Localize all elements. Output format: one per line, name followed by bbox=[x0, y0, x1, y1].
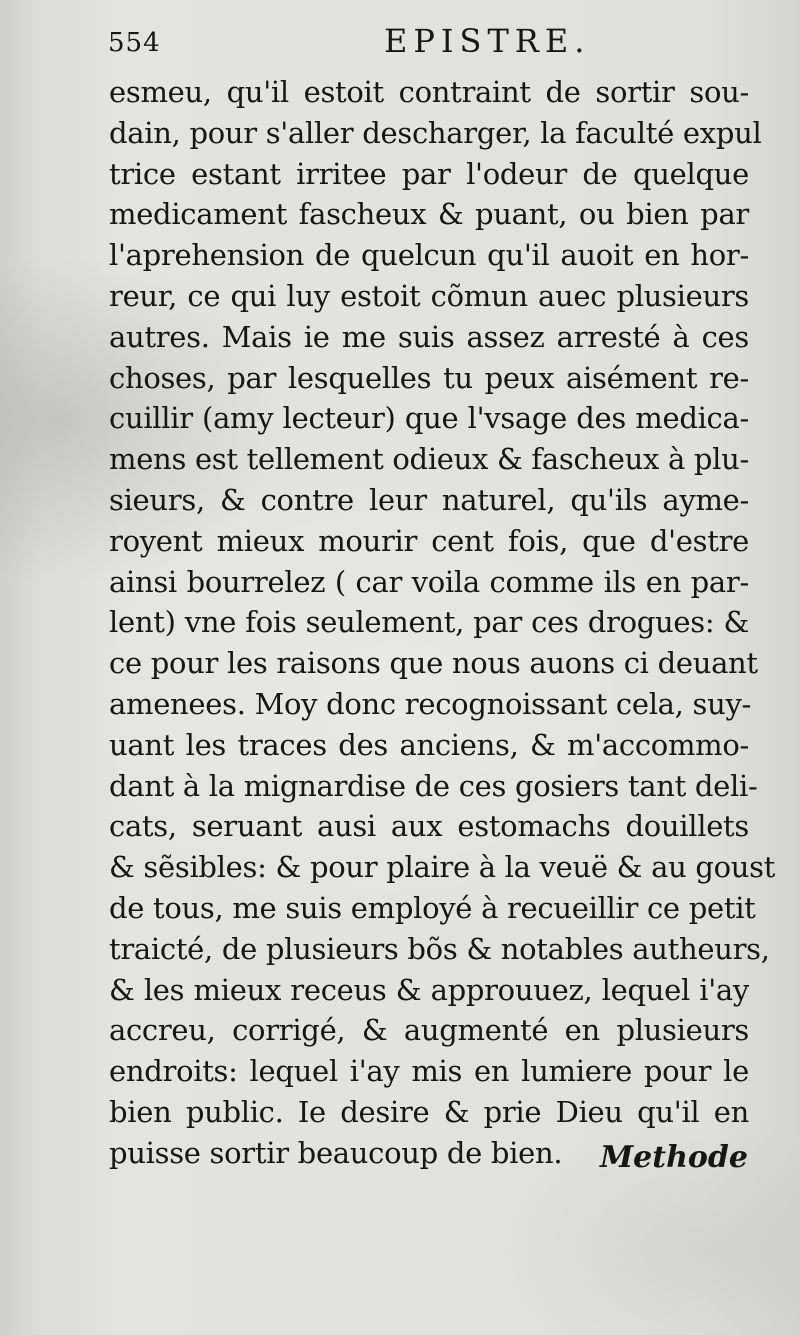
text-line: accreu, corrigé, & augmenté en plusieurs bbox=[109, 1013, 749, 1048]
text-line: trice estant irritee par l'odeur de quelque bbox=[109, 156, 749, 191]
text-line: autres. Mais ie me suis assez arresté à ces bbox=[109, 319, 749, 354]
text-line: de tous, me suis employé à recueillir ce petit bbox=[109, 890, 756, 925]
text-line: uant les traces des anciens, & m'accommo- bbox=[109, 727, 749, 762]
text-line: ce pour les raisons que nous auons ci deuant bbox=[109, 646, 758, 681]
page-number: 554 bbox=[108, 28, 161, 58]
page-header bbox=[0, 14, 800, 64]
text-line: cuillir (amy lecteur) que l'vsage des medica- bbox=[109, 401, 749, 436]
text-line: ainsi bourrelez ( car voila comme ils en par- bbox=[109, 564, 749, 599]
text-line: & les mieux receus & approuuez, lequel i'ay bbox=[109, 972, 749, 1007]
text-line: medicament fascheux & puant, ou bien par bbox=[109, 197, 749, 232]
text-line: & sẽsibles: & pour plaire à la veuë & au goust bbox=[109, 850, 776, 885]
text-line: choses, par lesquelles tu peux aisément re- bbox=[109, 360, 749, 395]
running-head: EPISTRE. bbox=[384, 22, 591, 60]
text-line: reur, ce qui luy estoit cõmun auec plusieurs bbox=[109, 278, 749, 313]
text-line: sieurs, & contre leur naturel, qu'ils ayme- bbox=[109, 482, 749, 517]
text-line: endroits: lequel i'ay mis en lumiere pour le bbox=[109, 1054, 749, 1089]
text-line-last: puisse sortir beaucoup de bien. bbox=[109, 1135, 563, 1170]
text-line: cats, seruant ausi aux estomachs douillets bbox=[109, 809, 749, 844]
text-line: l'aprehension de quelcun qu'il auoit en hor- bbox=[109, 238, 749, 273]
text-line: royent mieux mourir cent fois, que d'estre bbox=[109, 523, 749, 558]
text-line: mens est tellement odieux & fascheux à plu- bbox=[109, 442, 749, 477]
text-line: bien public. Ie desire & prie Dieu qu'il en bbox=[109, 1094, 749, 1129]
text-line: dant à la mignardise de ces gosiers tant deli- bbox=[109, 768, 758, 803]
catchword: Methode bbox=[599, 1140, 748, 1175]
body-text bbox=[109, 72, 776, 1174]
text-line: dain, pour s'aller descharger, la faculté expul bbox=[109, 115, 762, 150]
text-line: esmeu, qu'il estoit contraint de sortir sou- bbox=[109, 75, 749, 109]
text-line: lent) vne fois seulement, par ces drogues: & bbox=[109, 605, 749, 640]
text-line: amenees. Moy donc recognoissant cela, suy- bbox=[109, 686, 752, 721]
text-line: traicté, de plusieurs bõs & notables autheurs, bbox=[109, 931, 770, 966]
